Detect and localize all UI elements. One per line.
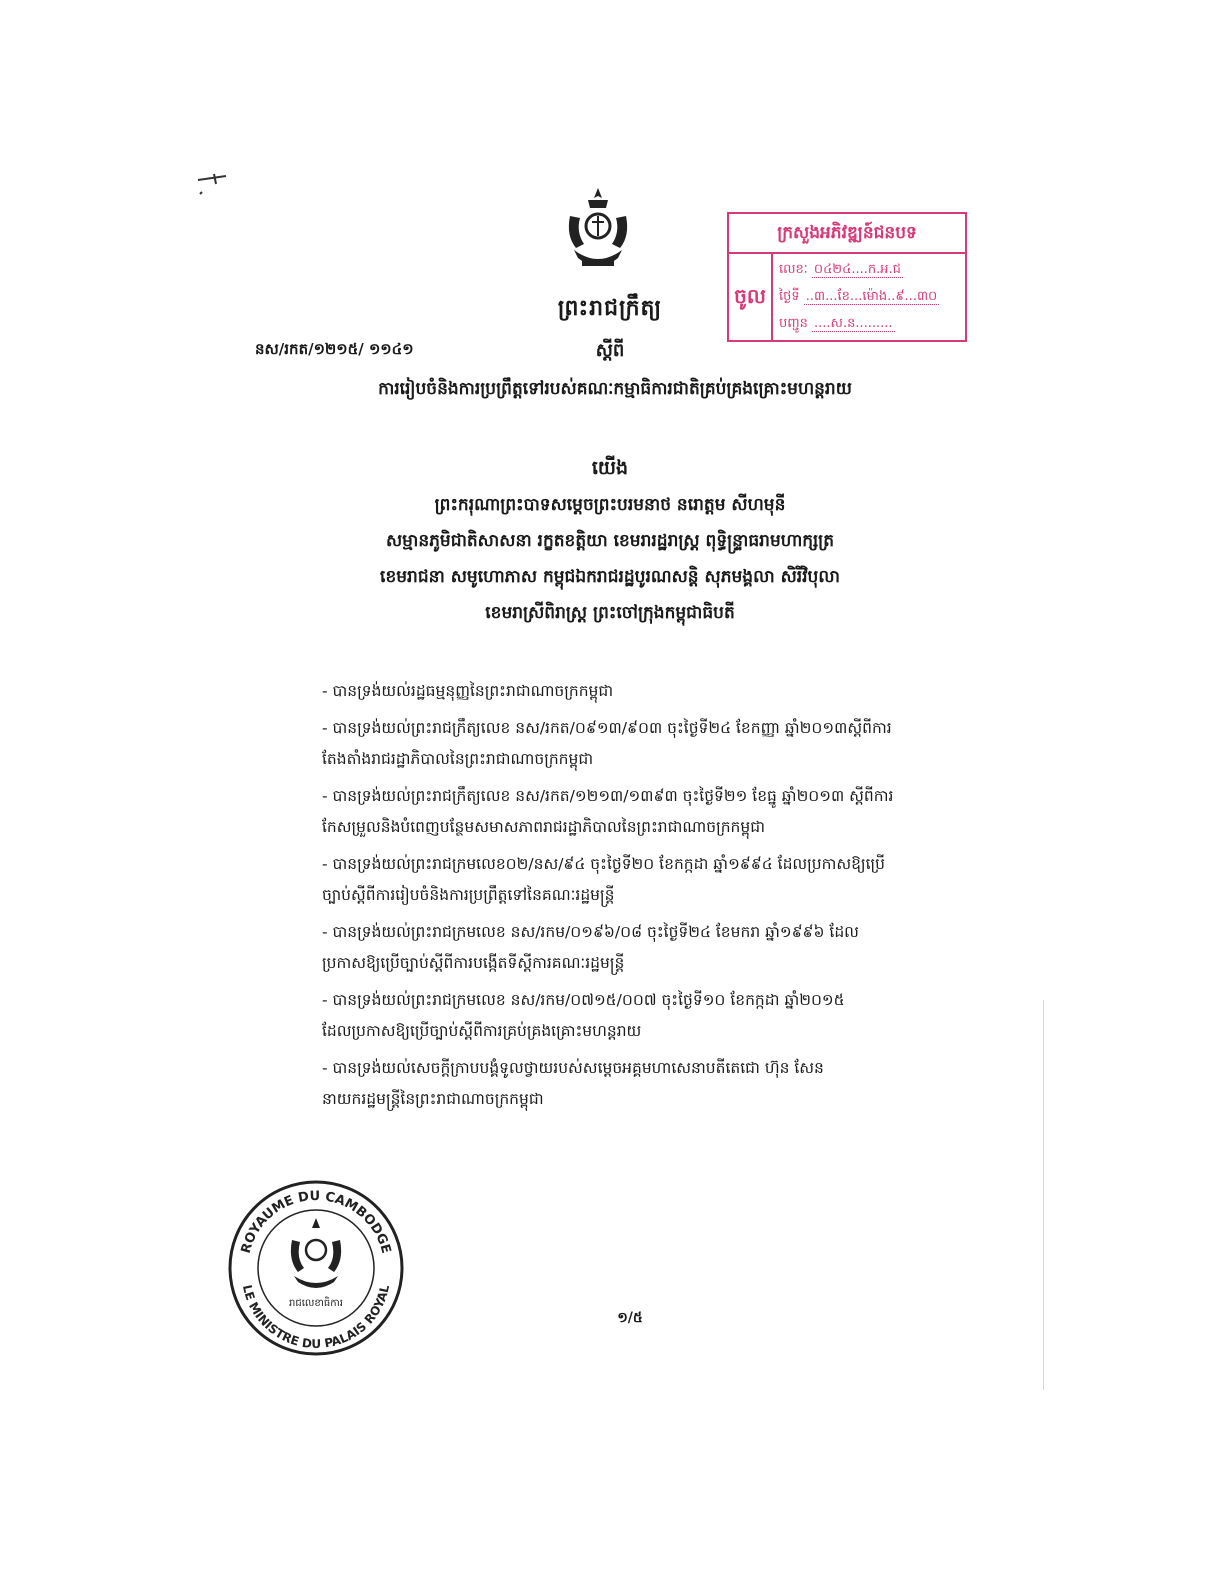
- seal-inner-label: រាជលេខាធិការ: [289, 1298, 343, 1309]
- stamp-date-row: [779, 283, 959, 310]
- consideration-line: - បានទ្រង់យល់ព្រះរាជក្រមលេខ នស/រកម/០១៩៦/០៨ ចុះថ្ងៃទី២៤ ខែមករា ឆ្នាំ១៩៩៦ ដែល: [322, 923, 859, 941]
- consideration-line: ដែលប្រកាសឱ្យប្រើច្បាប់ស្តីពីការគ្រប់គ្រងគ្រោះមហន្តរាយ: [322, 1022, 642, 1040]
- consideration-line: - បានទ្រង់យល់ព្រះរាជក្រមលេខ០២/នស/៩៤ ចុះថ្ងៃទី២០ ខែកក្កដា ឆ្នាំ១៩៩៤ ដែលប្រកាសឱ្យប្រើ: [322, 855, 885, 873]
- consideration-item: [308, 1053, 984, 1115]
- consideration-line: - បានទ្រង់យល់ព្រះរាជក្រឹត្យលេខ នស/រកត/០៩១៣/៩០៣ ចុះថ្ងៃទី២៤ ខែកញ្ញា ឆ្នាំ២០១៣ស្តីពីការ: [322, 719, 892, 737]
- consideration-item: [308, 713, 984, 775]
- decree-subject: ការរៀបចំនិងការប្រព្រឹត្តទៅរបស់គណៈកម្មាធិការជាតិគ្រប់គ្រងគ្រោះមហន្តរាយ: [378, 379, 852, 399]
- consideration-item: [308, 985, 984, 1047]
- consideration-line: ច្បាប់ស្តីពីការរៀបចំនិងការប្រព្រឹត្តទៅនៃគណៈរដ្ឋមន្ត្រី: [322, 886, 615, 904]
- we-label: យើង: [591, 457, 629, 479]
- consideration-line: - បានទ្រង់យល់ព្រះរាជក្រមលេខ នស/រកម/០៧១៥/០០៧ ចុះថ្ងៃទី១០ ខែកក្កដា ឆ្នាំ២០១៥: [322, 991, 845, 1009]
- stamp-header: ក្រសួងអភិវឌ្ឍន៍ជនបទ: [729, 214, 965, 254]
- document-number: នស/រកត/១២១៥/ ១១៤១: [255, 340, 414, 358]
- royal-coat-of-arms-icon: [562, 186, 634, 272]
- stamp-number-value: ០៤២៤....ក.អ.ជ: [813, 262, 901, 277]
- consideration-line: កែសម្រួលនិងបំពេញបន្ថែមសមាសភាពរាជរដ្ឋាភិបាលនៃព្រះរាជាណាចក្រកម្ពុជា: [322, 818, 765, 836]
- stamp-recipient-value: ....ស.ន.........: [814, 316, 893, 331]
- consideration-item: [308, 676, 984, 707]
- stamp-recipient-row: [779, 310, 959, 337]
- consideration-item: [308, 781, 984, 843]
- scan-edge-divider: [1043, 1000, 1044, 1390]
- stamp-date-label: ថ្ងៃទី: [779, 289, 800, 304]
- consideration-line: - បានទ្រង់យល់រដ្ឋធម្មនុញ្ញនៃព្រះរាជាណាចក្រកម្ពុជា: [322, 682, 614, 700]
- decree-title: ព្រះរាជក្រឹត្យ: [557, 296, 663, 321]
- royal-palace-seal: [226, 1178, 406, 1358]
- stamp-date-value: ..៣...ខែ...ម៉ោង..៩...៣០: [805, 289, 938, 304]
- stamp-body: [729, 254, 965, 342]
- seal-text-bottom: LE MINISTRE DU PALAIS ROYAL: [239, 1283, 393, 1352]
- royal-title-line: ព្រះករុណាព្រះបាទសម្តេចព្រះបរមនាថ នរោត្តម សីហមុនី: [434, 495, 786, 515]
- page-number: ១/៥: [617, 1310, 643, 1326]
- stamp-recipient-label: បញ្ជូន: [779, 316, 808, 331]
- stamp-number-label: លេខៈ: [779, 262, 808, 277]
- royal-title-line: ខេមរាស្រីពិរាស្ត្រ ព្រះចៅក្រុងកម្ពុជាធិបតី: [485, 603, 735, 623]
- seal-text-top: ROYAUME DU CAMBODGE: [238, 1188, 394, 1256]
- consideration-item: [308, 849, 984, 911]
- consideration-line: - បានទ្រង់យល់សេចក្តីក្រាបបង្គំទូលថ្វាយរបស់សម្តេចអគ្គមហាសេនាបតីតេជោ ហ៊ុន សែន: [322, 1059, 824, 1077]
- ministry-receipt-stamp: [727, 212, 967, 342]
- considerations-list: [308, 676, 984, 1121]
- stamp-received-mark: ចូល: [729, 254, 773, 342]
- royal-title-line: ខេមរាជនា សមូហោភាស កម្ពុជឯករាជរដ្ឋបូរណសន្តិ សុភមង្គលា សិរីវិបុលា: [380, 567, 840, 587]
- stamp-fields: [773, 254, 965, 342]
- consideration-line: តែងតាំងរាជរដ្ឋាភិបាលនៃព្រះរាជាណាចក្រកម្ពុជា: [322, 750, 594, 768]
- consideration-item: [308, 917, 984, 979]
- consideration-line: ប្រកាសឱ្យប្រើច្បាប់ស្តីពីការបង្កើតទីស្តីការគណៈរដ្ឋមន្ត្រី: [322, 954, 625, 972]
- consideration-line: - បានទ្រង់យល់ព្រះរាជក្រឹត្យលេខ នស/រកត/១២១៣/១៣៩៣ ចុះថ្ងៃទី២១ ខែធ្នូ ឆ្នាំ២០១៣ ស្តីពីការ: [322, 787, 894, 805]
- stamp-number-row: [779, 256, 959, 283]
- seal-emblem-icon: [291, 1218, 341, 1288]
- consideration-line: នាយករដ្ឋមន្ត្រីនៃព្រះរាជាណាចក្រកម្ពុជា: [322, 1090, 544, 1108]
- subject-label: ស្តីពី: [595, 340, 625, 361]
- pen-mark: [196, 168, 236, 198]
- royal-title-line: សម្មានភូមិជាតិសាសនា រក្ខតខត្តិយា ខេមរារដ្ឋរាស្ត្រ ពុទ្ធិន្ទ្រាធរាមហាក្សត្រ: [385, 531, 835, 551]
